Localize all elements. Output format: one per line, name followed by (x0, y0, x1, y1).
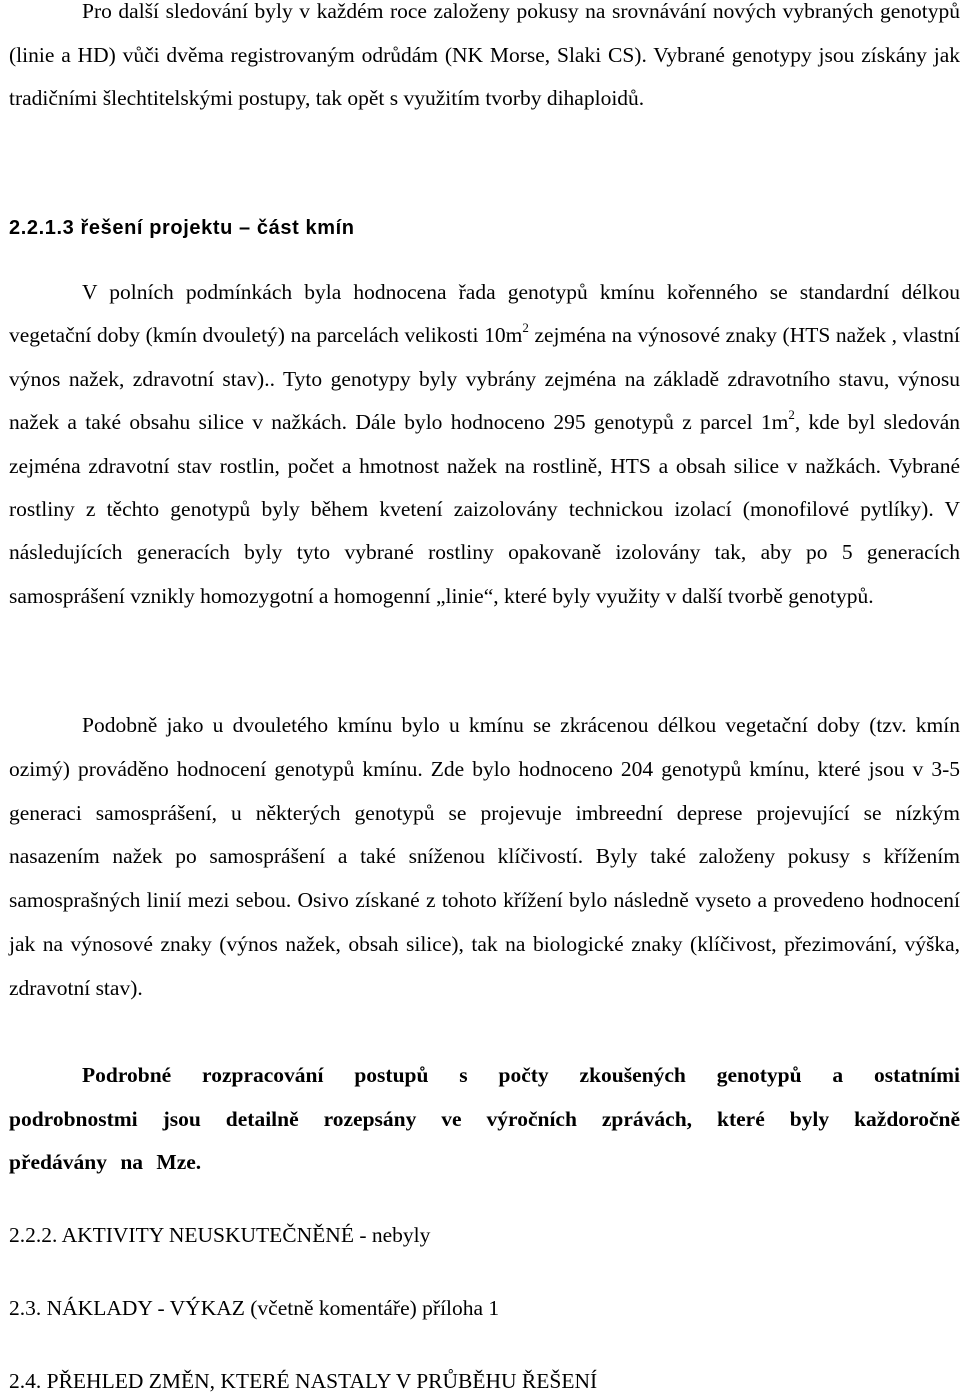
section-heading-2-2-1-3: 2.2.1.3 řešení projektu – část kmín (9, 217, 355, 239)
superscript: 2 (788, 407, 795, 423)
intro-paragraph: Pro další sledování byly v každém roce založeny pokusy na srovnávání nových vybraných genotypů (linie a HD) vůči dvěma registrovaným odrůdám (NK Morse, Slaki CS). Vybrané genotypy jsou získány jak tradičními šlechtitelskými postupy, tak opět s využitím tvorby dihaploidů. (9, 0, 960, 111)
heading-2-4: 2.4. PŘEHLED ZMĚN, KTERÉ NASTALY V PRŮBĚHU ŘEŠENÍ (9, 1369, 598, 1393)
paragraph-caraway-winter: Podobně jako u dvouletého kmínu bylo u kmínu se zkrácenou délkou vegetační doby (tzv. kmín ozimý) prováděno hodnocení genotypů kmínu. Zde bylo hodnoceno 204 genotypů kmínu, které jsou v 3-5 generaci samosprášení, u některých genotypů se projevuje imbreední deprese projevující se nízkým nasazením nažek po samosprášení a také sníženou klíčivostí. Byly také založeny pokusy s křížením samosprašných linií mezi sebou. Osivo získané z tohoto křížení bylo následně vyseto a provedeno hodnocení jak na výnosové znaky (výnos nažek, obsah silice), tak na biologické znaky (klíčivost, přezimování, výška, zdravotní stav). (9, 713, 960, 1000)
heading-2-2-2: 2.2.2. AKTIVITY NEUSKUTEČNĚNÉ - nebyly (9, 1223, 431, 1247)
superscript: 2 (522, 320, 529, 336)
heading-2-3: 2.3. NÁKLADY - VÝKAZ (včetně komentáře) příloha 1 (9, 1296, 500, 1320)
paragraph-text-part: , kde byl sledován zejména zdravotní stav rostlin, počet a hmotnost nažek na rostlině, HTS a obsah silice v nažkách. Vybrané rostliny z těchto genotypů byly během kvetení zaizolovány technickou izolací (monofilové pytlíky). V následujících generacích byly tyto vybrané rostliny opakovaně izolovány tak, aby po 5 generacích samosprášení vznikly homozygotní a homogenní „linie“, které byly využity v další tvorbě genotypů. (9, 410, 960, 608)
bold-note: Podrobné rozpracování postupů s počty zkoušených genotypů a ostatními podrobnostmi jsou detailně rozepsány ve výročních zprávách, které byly každoročně předávány na Mze. (9, 1063, 960, 1175)
paragraph-text-part: zejména na výnosové znaky (HTS nažek , vlastní výnos nažek, zdravotní stav).. Tyto genotypy byly vybrány zejména na základě zdravotního stavu, výnosu nažek a také obsahu silice v nažkách. Dále bylo hodnoceno 295 genotypů z parcel 1m (9, 323, 960, 435)
paragraph-caraway-biennial (9, 271, 960, 618)
paragraph-text-part: V polních podmínkách byla hodnocena řada genotypů kmínu kořenného se standardní délkou vegetační doby (kmín dvouletý) na parcelách velikosti 10m (9, 280, 960, 348)
